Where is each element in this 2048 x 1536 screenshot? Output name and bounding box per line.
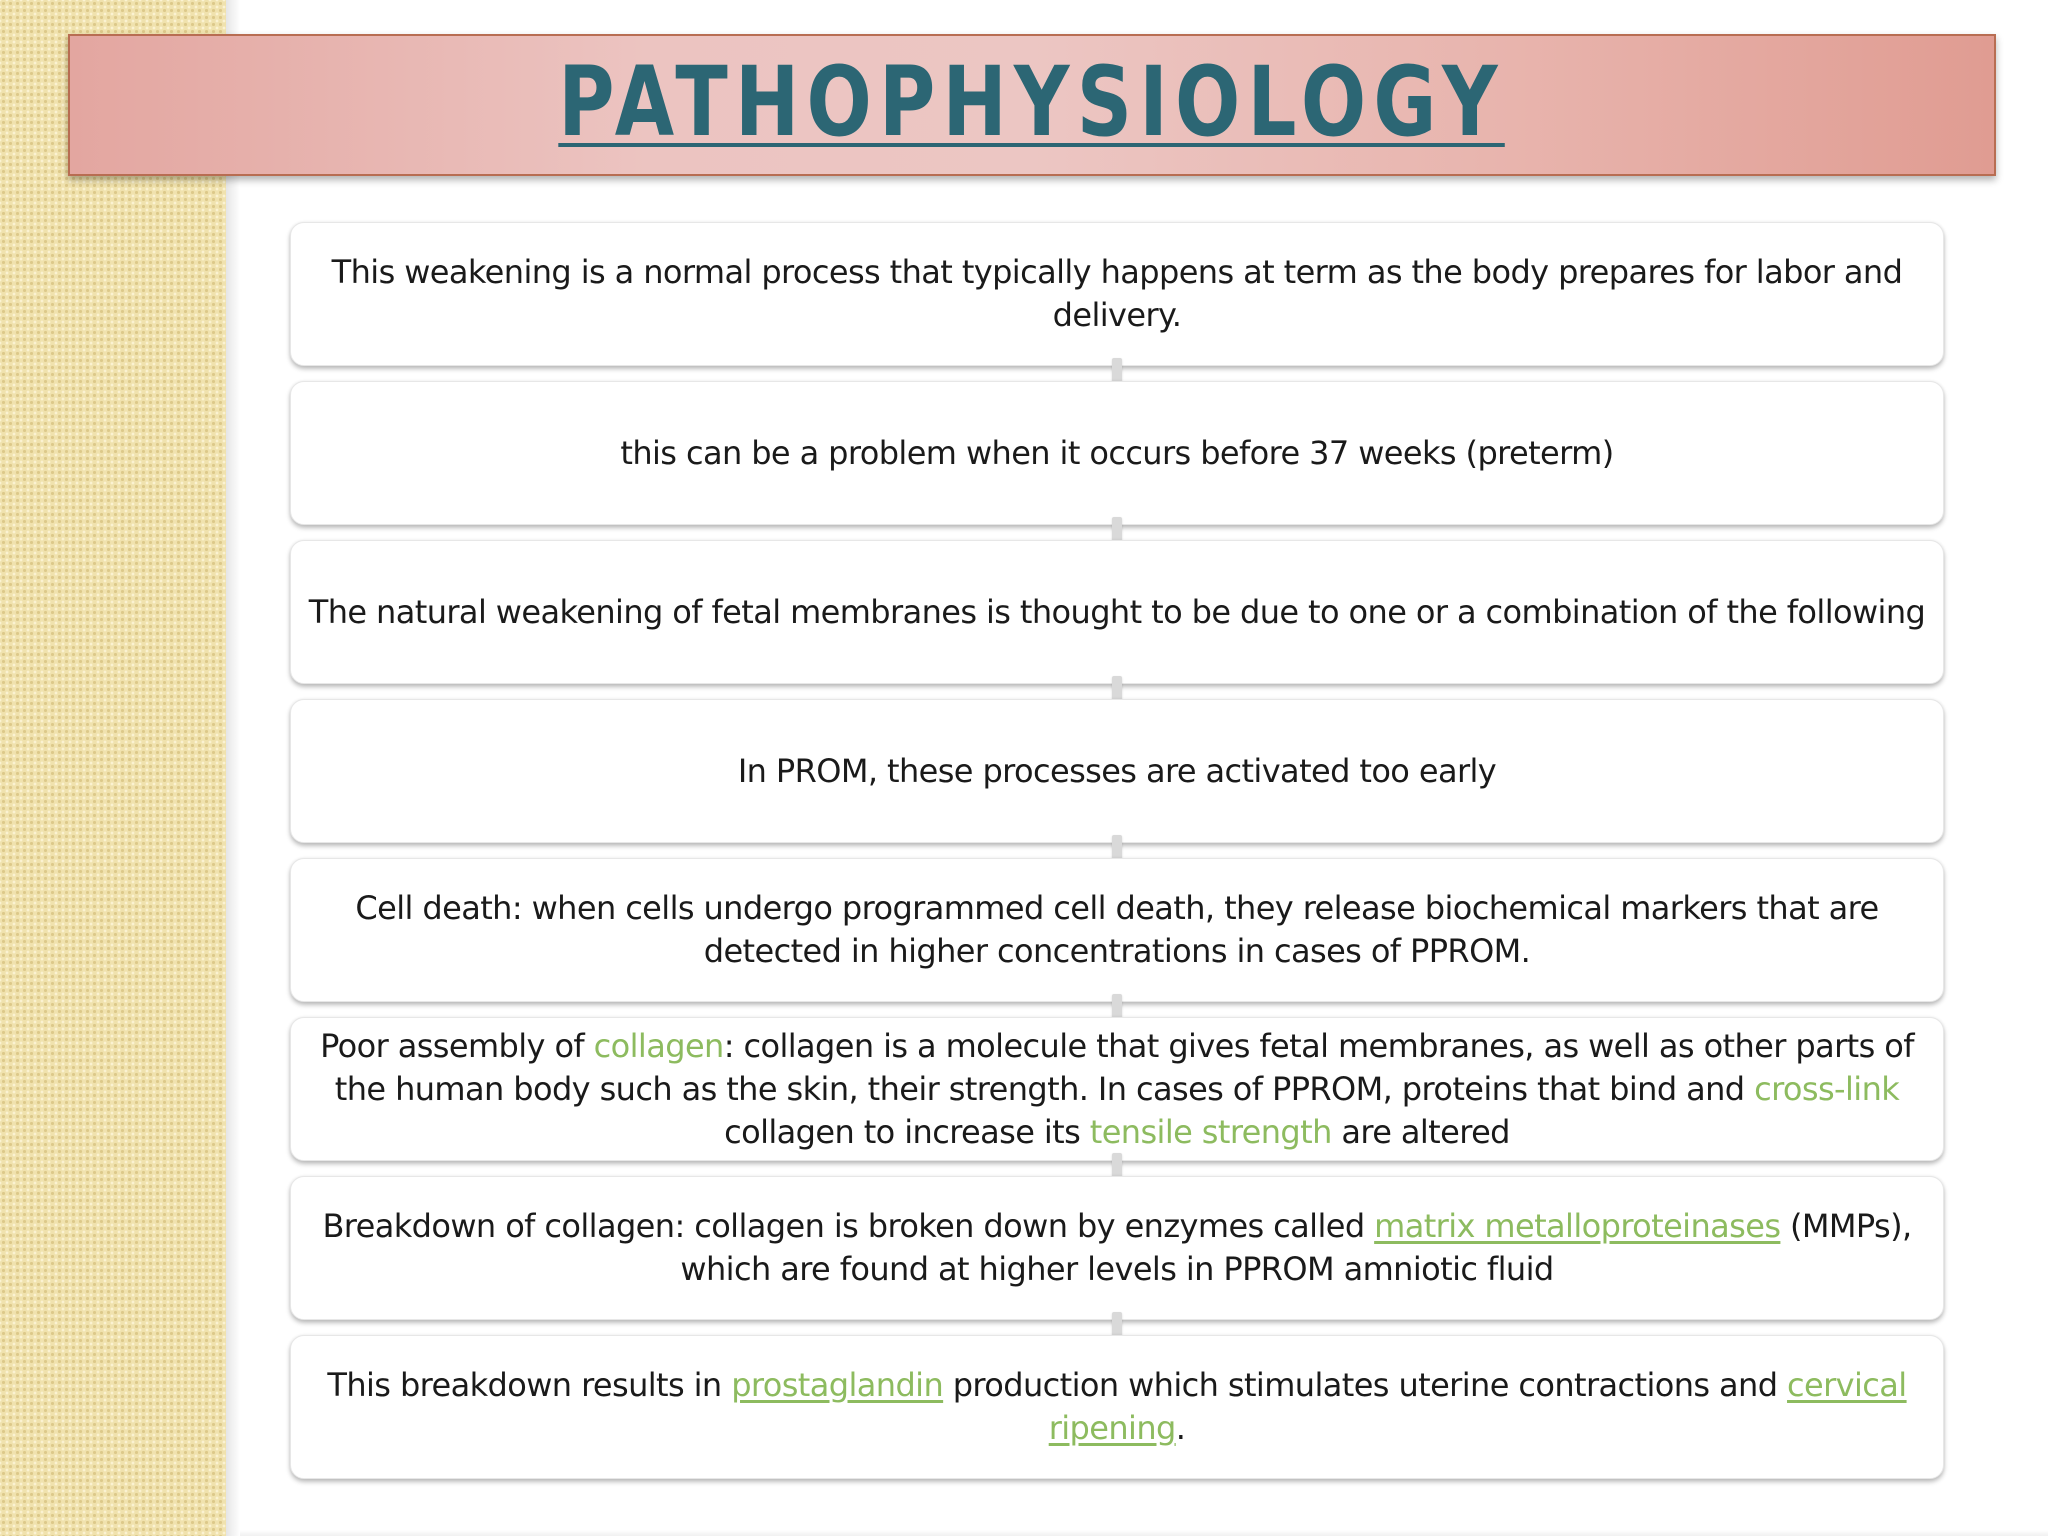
connector-1 xyxy=(1112,358,1122,382)
page-bottom-edge xyxy=(240,1530,2048,1536)
collagen-link[interactable]: collagen xyxy=(593,1026,724,1065)
process-box-7 xyxy=(290,1176,1944,1320)
process-box-4-text: In PROM, these processes are activated too early xyxy=(737,751,1497,790)
connector-2 xyxy=(1112,517,1122,541)
cervical-ripening-link[interactable]: cervical ripening xyxy=(1048,1366,1907,1447)
connector-7 xyxy=(1112,1312,1122,1336)
process-box-6-text xyxy=(307,1025,1927,1154)
process-box-3-text: The natural weakening of fetal membranes is thought to be due to one or a combination of the following xyxy=(308,592,1926,631)
box-8-prefix: This breakdown results in xyxy=(327,1366,732,1404)
process-box-3 xyxy=(290,540,1944,684)
box-6-suffix: are altered xyxy=(1331,1112,1510,1151)
process-box-4 xyxy=(290,699,1944,843)
prostaglandin-link[interactable]: prostaglandin xyxy=(731,1366,944,1404)
box-6-prefix: Poor assembly of xyxy=(320,1026,594,1065)
side-strip-shadow xyxy=(226,0,240,1536)
connector-4 xyxy=(1112,835,1122,859)
connector-5 xyxy=(1112,994,1122,1018)
process-box-8-text xyxy=(307,1364,1927,1450)
process-box-5 xyxy=(290,858,1944,1002)
box-8-suffix: . xyxy=(1175,1409,1186,1447)
cross-link-link[interactable]: cross-link xyxy=(1754,1069,1900,1108)
title-banner xyxy=(68,34,1996,176)
slide-title: PATHOPHYSIOLOGY xyxy=(558,46,1506,158)
box-8-mid: production which stimulates uterine contractions and xyxy=(943,1366,1788,1404)
tensile-strength-link[interactable]: tensile strength xyxy=(1089,1112,1332,1151)
box-7-prefix: Breakdown of collagen: collagen is broken down by enzymes called xyxy=(322,1207,1375,1245)
process-box-6 xyxy=(290,1017,1944,1161)
box-6-mid-2: collagen to increase its xyxy=(724,1112,1090,1151)
process-box-5-text: Cell death: when cells undergo programmed cell death, they release biochemical markers that are detected in higher concentrations in cases of PPROM. xyxy=(355,889,1879,970)
box-6-mid-1: : collagen is a molecule that gives fetal membranes, as well as other parts of the human body such as the skin, their strength. In cases of PPROM, proteins that bind and xyxy=(334,1026,1914,1108)
process-box-2-text: this can be a problem when it occurs before 37 weeks (preterm) xyxy=(620,433,1614,472)
process-box-2 xyxy=(290,381,1944,525)
process-box-8 xyxy=(290,1335,1944,1479)
process-box-1 xyxy=(290,222,1944,366)
process-box-1-text: This weakening is a normal process that typically happens at term as the body prepares for labor and delivery. xyxy=(331,253,1903,334)
connector-3 xyxy=(1112,676,1122,700)
box-7-suffix: (MMPs), which are found at higher levels in PPROM amniotic fluid xyxy=(680,1207,1912,1288)
decorative-side-strip xyxy=(0,0,226,1536)
connector-6 xyxy=(1112,1153,1122,1177)
process-box-7-text xyxy=(307,1205,1927,1291)
matrix-metalloproteinases-link[interactable]: matrix metalloproteinases xyxy=(1374,1207,1781,1245)
